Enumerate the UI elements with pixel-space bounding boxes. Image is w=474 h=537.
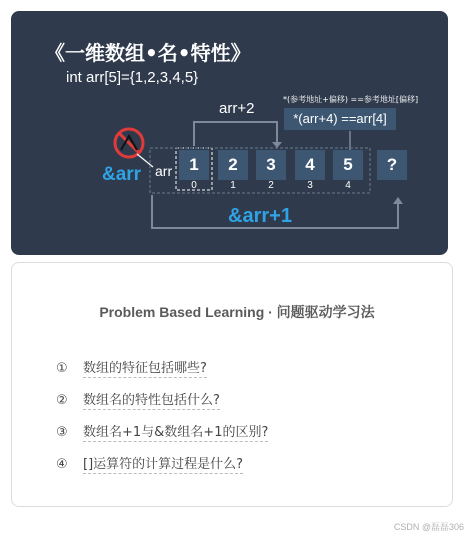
array-cell: 1 <box>179 150 209 180</box>
forbid-icon <box>115 129 143 157</box>
question-text: []运算符的计算过程是什么? <box>83 457 244 472</box>
array-cell: 3 <box>256 150 286 180</box>
arr-plus2-label: arr+2 <box>219 100 255 117</box>
question-text: 数组名的特性包括什么? <box>83 393 220 408</box>
question-item <box>56 453 243 472</box>
question-number: ① <box>56 361 68 376</box>
address-plus1-label: &arr+1 <box>228 205 292 227</box>
deref-note-box: *(arr+4) ==arr[4] <box>284 108 396 130</box>
array-index: 0 <box>191 180 197 191</box>
array-cell: 2 <box>218 150 248 180</box>
offset-note: *(参考地址+偏移) ==参考地址[偏移] <box>283 95 419 104</box>
arr-name-label: arr <box>155 163 173 179</box>
diagram-title: 《一维数组•名•特性》 <box>45 41 251 65</box>
arr-plus1-arrowhead <box>393 197 403 204</box>
question-text: 数组的特征包括哪些? <box>83 361 207 376</box>
question-number: ④ <box>56 457 68 472</box>
question-item <box>56 421 268 440</box>
array-index: 1 <box>230 180 236 191</box>
array-index: 3 <box>307 180 313 191</box>
question-number: ③ <box>56 425 68 440</box>
array-index: 2 <box>268 180 274 191</box>
pbl-title: Problem Based Learning · 问题驱动学习法 <box>99 304 375 320</box>
arr-plus2-arrowhead <box>272 142 282 148</box>
array-cell: 5 <box>333 150 363 180</box>
array-index: 4 <box>345 180 351 191</box>
watermark: CSDN @磊磊306 <box>393 522 464 532</box>
array-declaration: int arr[5]={1,2,3,4,5} <box>66 69 199 86</box>
question-item <box>56 357 207 376</box>
question-number: ② <box>56 393 68 408</box>
address-of-arr-label: &arr <box>102 164 142 185</box>
array-cell: 4 <box>295 150 325 180</box>
arr-plus2-bracket <box>194 122 277 146</box>
question-text: 数组名+1与&数组名+1的区别? <box>83 425 269 440</box>
question-item <box>56 389 220 408</box>
array-cell-unknown: ? <box>377 150 407 180</box>
